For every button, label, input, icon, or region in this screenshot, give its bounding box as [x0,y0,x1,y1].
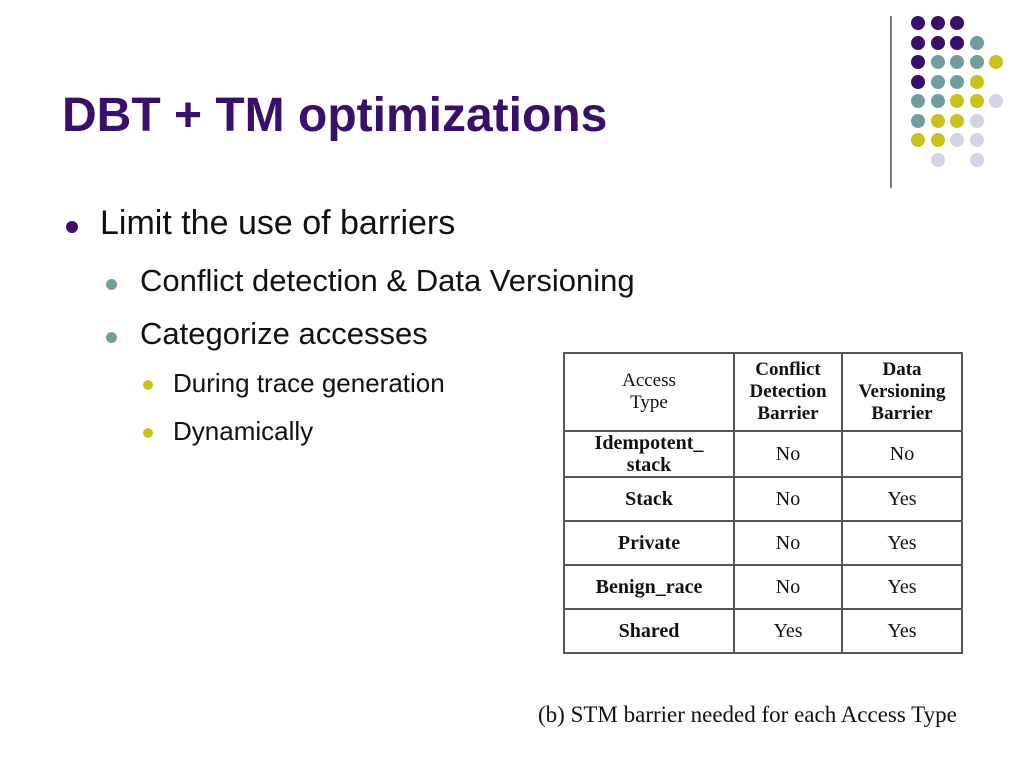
decorative-dot [911,16,925,30]
header-conflict-detection-barrier: Conflict Detection Barrier [734,353,842,431]
decorative-dot [911,114,925,128]
decorative-dot [970,55,984,69]
table-row [564,609,962,653]
decorative-dot [970,133,984,147]
conflict-detection-cell: No [734,477,842,521]
bullet-categorize-accesses: Categorize accesses [140,316,428,351]
decorative-dot [950,94,964,108]
bullet-dot-level2 [106,332,117,343]
decorative-dot [970,114,984,128]
decorative-dot [931,16,945,30]
decorative-dot [911,133,925,147]
table-row [564,431,962,477]
conflict-detection-cell: No [734,521,842,565]
data-versioning-cell: Yes [842,477,962,521]
bullet-limit-barriers: Limit the use of barriers [100,204,456,242]
decorative-dot [950,133,964,147]
decorative-dot [989,94,1003,108]
conflict-detection-cell: No [734,431,842,477]
bullet-dot-level2 [106,279,117,290]
conflict-detection-cell: Yes [734,609,842,653]
decorative-dot [970,75,984,89]
access-type-cell: Shared [564,609,734,653]
bullet-conflict-detection: Conflict detection & Data Versioning [140,263,635,298]
table-row [564,565,962,609]
data-versioning-cell: Yes [842,565,962,609]
access-type-cell: Benign_race [564,565,734,609]
data-versioning-cell: No [842,431,962,477]
decorative-dot [950,16,964,30]
decorative-dot [950,55,964,69]
access-type-cell: Private [564,521,734,565]
decorative-dot [931,94,945,108]
decorative-dot [989,55,1003,69]
decorative-dot [970,94,984,108]
table-header-row [564,353,962,431]
bullet-dot-level1 [66,221,78,233]
bullet-dynamically: Dynamically [173,416,314,446]
table-row [564,521,962,565]
bullet-dot-level3 [143,380,153,390]
decorative-dot [931,75,945,89]
data-versioning-cell: Yes [842,609,962,653]
slide-title: DBT + TM optimizations [62,89,608,142]
data-versioning-cell: Yes [842,521,962,565]
decorative-dot [950,114,964,128]
conflict-detection-cell: No [734,565,842,609]
title-divider-line [890,16,892,188]
header-access-type: Access Type [564,353,734,431]
decorative-dot [911,94,925,108]
bullet-dot-level3 [143,428,153,438]
decorative-dot [911,36,925,50]
decorative-dot [950,75,964,89]
table-row [564,477,962,521]
stm-barrier-table [563,352,963,654]
header-data-versioning-barrier: Data Versioning Barrier [842,353,962,431]
decorative-dot [950,36,964,50]
decorative-dot [931,133,945,147]
decorative-dot [911,55,925,69]
table-caption: (b) STM barrier needed for each Access Type [538,702,957,727]
access-type-cell: Stack [564,477,734,521]
bullet-trace-generation: During trace generation [173,368,445,398]
decorative-dot [931,153,945,167]
access-type-cell: Idempotent_ stack [564,431,734,477]
decorative-dot [970,153,984,167]
decorative-dot [931,36,945,50]
decorative-dot [931,55,945,69]
decorative-dot [911,75,925,89]
decorative-dot [970,36,984,50]
decorative-dot [931,114,945,128]
